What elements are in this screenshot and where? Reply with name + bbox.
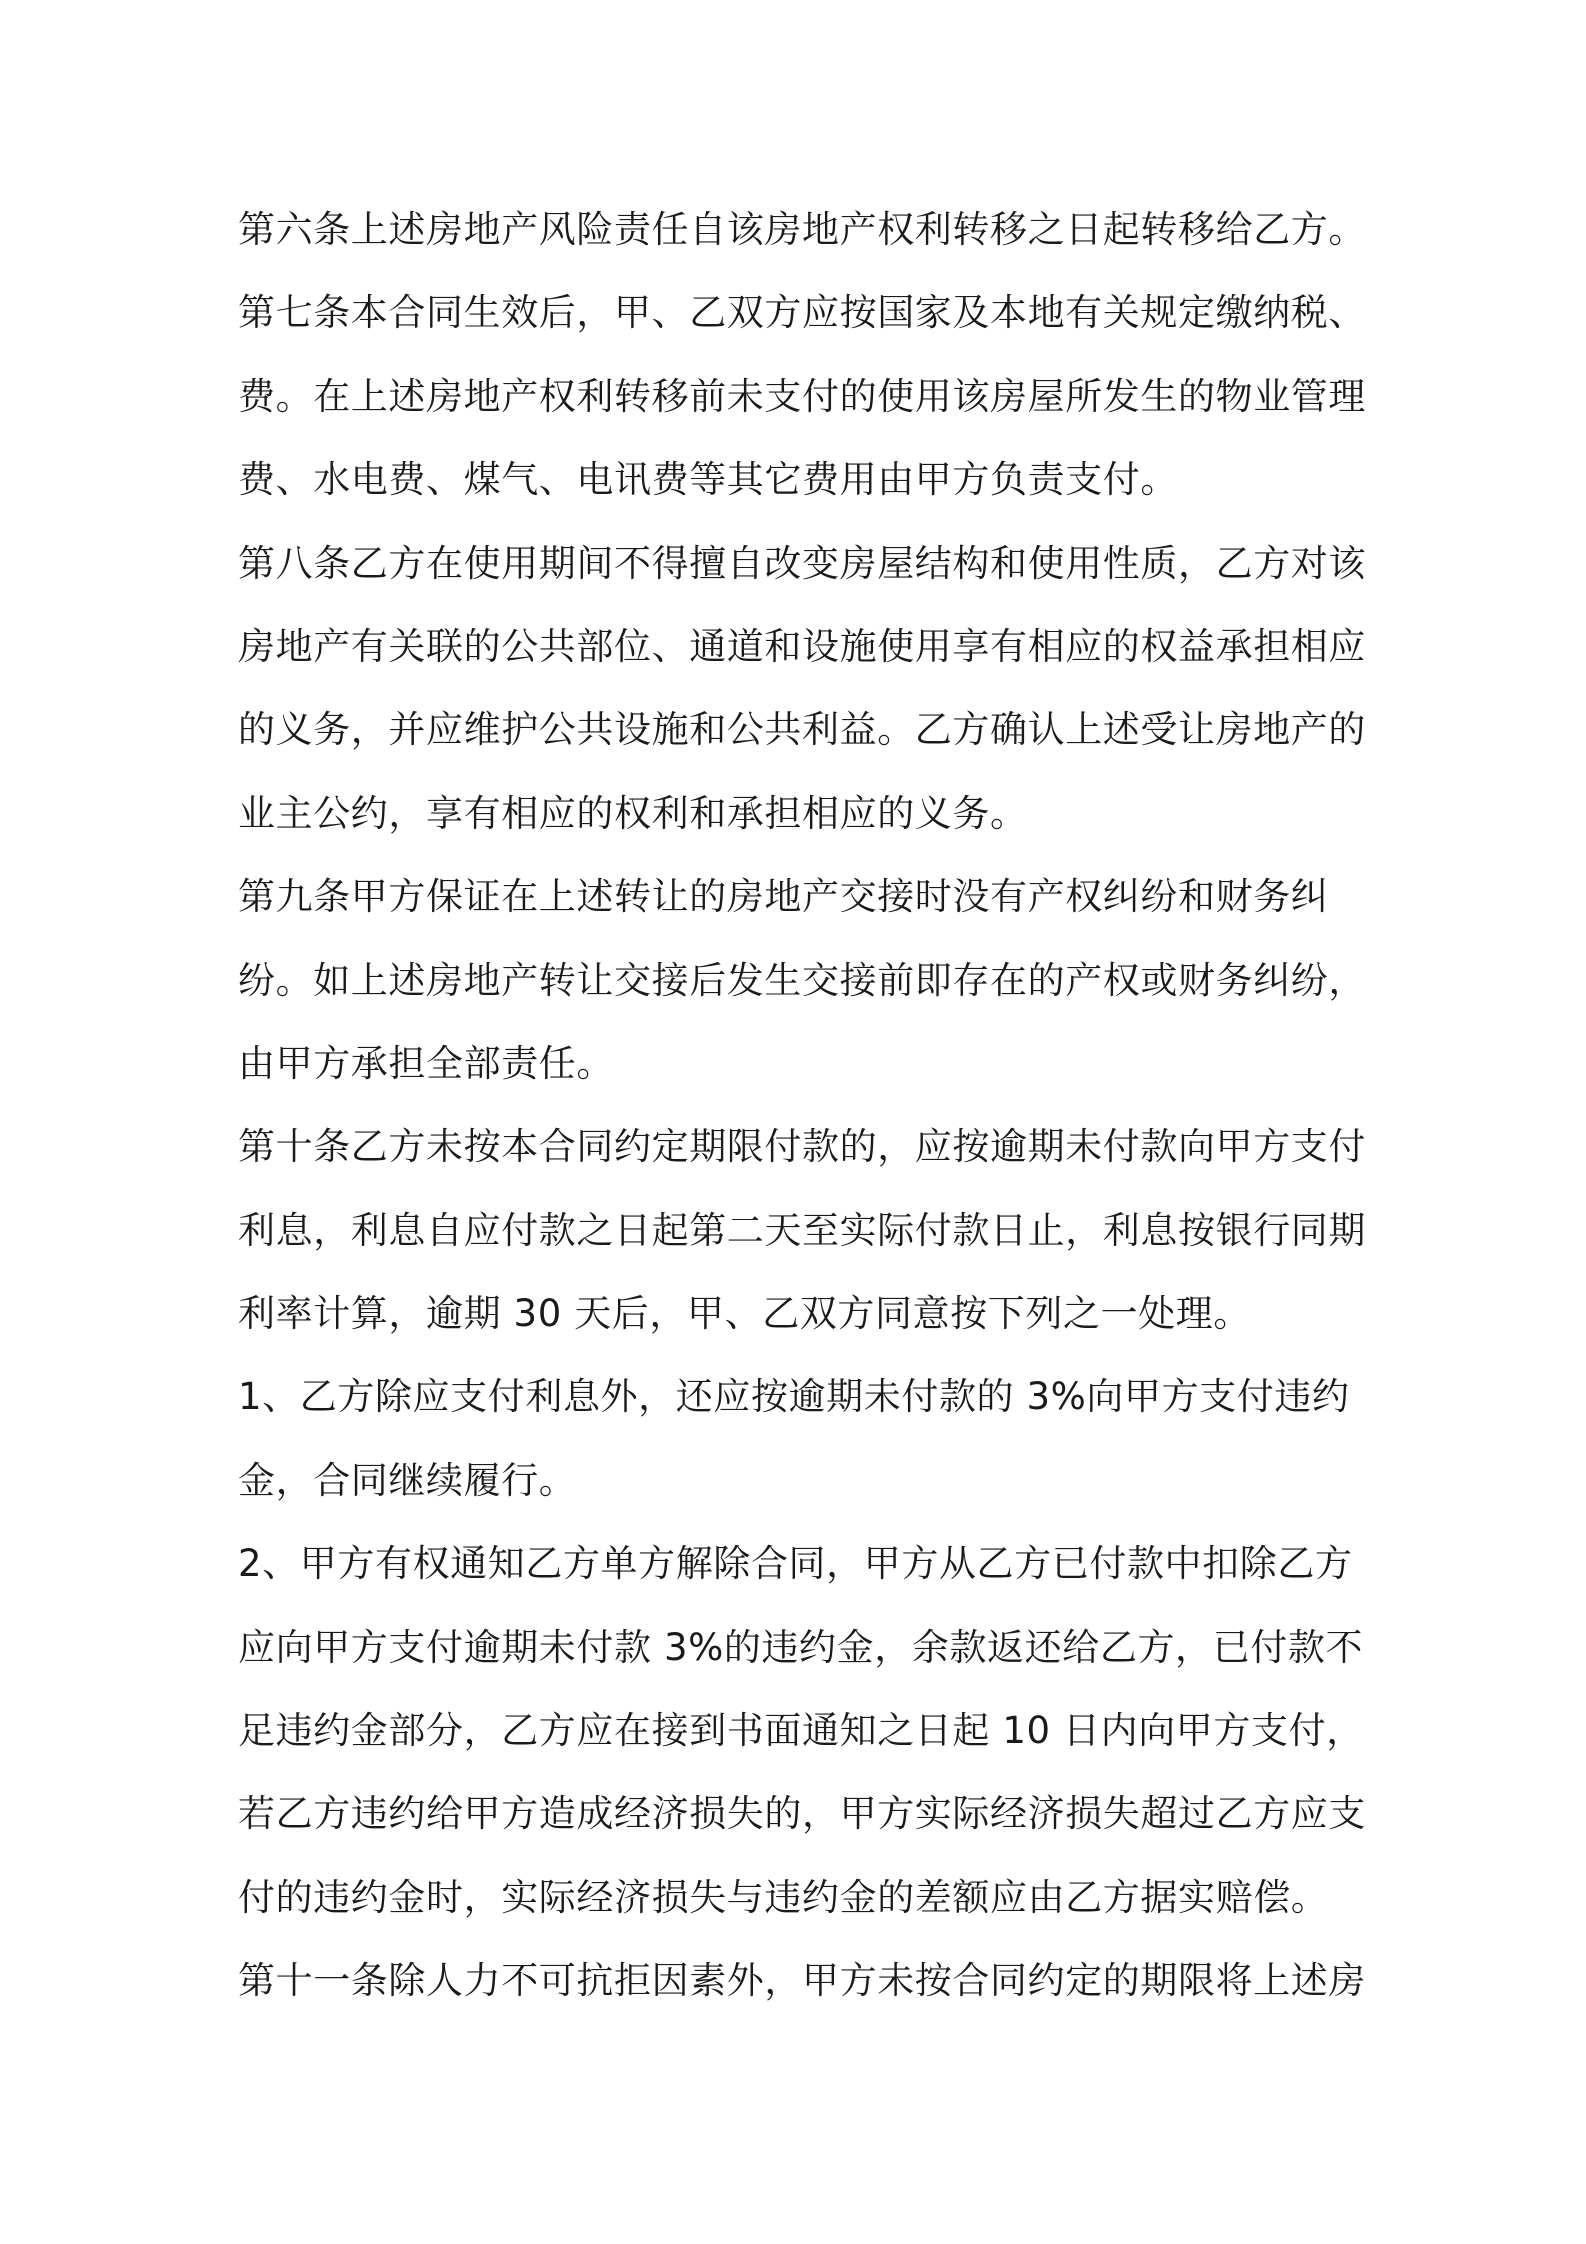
text-line: 第八条乙方在使用期间不得擅自改变房屋结构和使用性质，乙方对该	[238, 541, 1366, 585]
text-line: 金，合同继续履行。	[238, 1458, 577, 1502]
text-line: 利息，利息自应付款之日起第二天至实际付款日止，利息按银行同期	[238, 1208, 1366, 1252]
text-line: 第六条上述房地产风险责任自该房地产权利转移之日起转移给乙方。	[238, 208, 1366, 251]
text-line: 的义务，并应维护公共设施和公共利益。乙方确认上述受让房地产的	[238, 708, 1366, 752]
text-line: 若乙方违约给甲方造成经济损失的，甲方实际经济损失超过乙方应支	[238, 1792, 1366, 1836]
text-line: 第七条本合同生效后，甲、乙双方应按国家及本地有关规定缴纳税、	[238, 291, 1366, 335]
text-line: 2、甲方有权通知乙方单方解除合同，甲方从乙方已付款中扣除乙方	[238, 1542, 1353, 1586]
text-line: 由甲方承担全部责任。	[238, 1041, 614, 1085]
text-line: 费。在上述房地产权利转移前未支付的使用该房屋所发生的物业管理	[238, 374, 1366, 418]
text-line: 第九条甲方保证在上述转让的房地产交接时没有产权纠纷和财务纠	[238, 875, 1329, 919]
text-line: 纷。如上述房地产转让交接后发生交接前即存在的产权或财务纠纷，	[238, 958, 1366, 1002]
text-line: 业主公约，享有相应的权利和承担相应的义务。	[238, 791, 1028, 835]
text-line: 第十一条除人力不可抗拒因素外，甲方未按合同约定的期限将上述房	[238, 1959, 1366, 2003]
contract-text-body	[238, 196, 1368, 2031]
text-line: 1、乙方除应支付利息外，还应按逾期未付款的 3%向甲方支付违约	[238, 1375, 1350, 1419]
text-line: 费、水电费、煤气、电讯费等其它费用由甲方负责支付。	[238, 458, 1178, 502]
text-line: 应向甲方支付逾期未付款 3%的违约金，余款返还给乙方，已付款不	[238, 1625, 1364, 1669]
text-line: 房地产有关联的公共部位、通道和设施使用享有相应的权益承担相应	[238, 624, 1366, 668]
text-line: 第十条乙方未按本合同约定期限付款的，应按逾期未付款向甲方支付	[238, 1125, 1366, 1169]
text-line: 付的违约金时，实际经济损失与违约金的差额应由乙方据实赔偿。	[238, 1875, 1329, 1919]
text-line: 足违约金部分，乙方应在接到书面通知之日起 10 日内向甲方支付，	[238, 1709, 1364, 1753]
text-line: 利率计算，逾期 30 天后，甲、乙双方同意按下列之一处理。	[238, 1292, 1252, 1336]
